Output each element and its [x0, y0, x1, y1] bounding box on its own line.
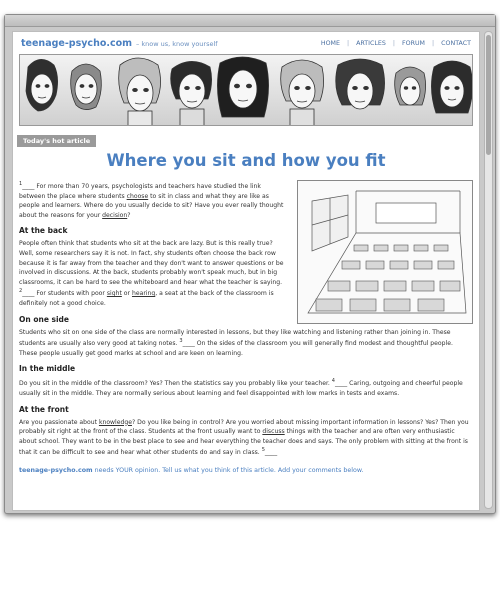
front-text: Are you passionate about	[19, 418, 99, 426]
face-2	[71, 64, 102, 110]
front-text: ? Do you like being in control? Are you worried about missing important information in lessons? Yes? Then you probably sit right at the front of the class. Students at the front usually want to	[19, 418, 469, 436]
back-text: , a seat at the back of the classroom is definitely not a good choice.	[19, 290, 274, 307]
vocab-word: discuss	[262, 428, 285, 436]
nav-separator: |	[392, 39, 395, 47]
footer-text: needs YOUR opinion. Tell us what you think of this article. Add your comments below.	[92, 467, 364, 475]
scrollbar-thumb[interactable]	[486, 35, 491, 155]
side-paragraph: Students who sit on one side of the class are normally interested in lessons, but they like watching and listening rather than joining in. These students are usually also very good at taking notes. $^3$____ On the sides of the classroom you will generally find modest and thoughtful people. These people usually get good marks at school and are keen on learning.	[19, 328, 453, 357]
gap-number: 3	[179, 338, 183, 345]
section-heading-side: On one side	[19, 314, 70, 324]
footer-brand-link[interactable]: teenage-psycho.com	[19, 467, 93, 475]
middle-text: Caring, outgoing and cheerful people usually sit in the middle. They are normally serious about learning and feel disappointed with low marks in tests and exams.	[19, 380, 463, 398]
main-nav	[321, 40, 471, 47]
article-title: Where you sit and how you fit	[106, 151, 386, 170]
brand	[21, 38, 218, 49]
side-text: Students who sit on one side of the class are normally interested in lessons, but they like watching and listening rather than joining in. These students are usually also very good at taking notes.	[19, 328, 451, 348]
web-page	[12, 31, 480, 511]
classroom-drawing	[298, 181, 472, 323]
front-text: things with the teacher and are often very enthusiastic about school. They want to be in the best place to see and hear everything the teacher does and says. The only problem with sitting at the front is that it can be difficult to see and hear what other students do and say in class.	[19, 428, 468, 457]
nav-articles-link[interactable]: ARTICLES	[356, 39, 386, 47]
face-6	[281, 60, 324, 126]
back-paragraph: People often think that students who sit at the back are lazy. But is this really true? Well, some researchers say it is not. In fact, shy students often choose the back row because it is far away from the teacher and they don't want to answer questions or be involved in discussions. At the back, students probably won't speak much, but in big classrooms, it can be hard to see the whiteboard and hear what the teacher is saying. $^2$____ For students with poor sight or hearing, a seat at the back of the classroom is definitely not a good choice.	[19, 240, 284, 307]
nav-forum-link[interactable]: FORUM	[402, 39, 425, 47]
intro-text: For more than 70 years, psychologists and teachers have studied the link between the place where students	[19, 183, 261, 200]
site-logo-text[interactable]: teenage-psycho.com	[21, 37, 133, 49]
intro-text: ?	[127, 211, 131, 219]
site-tagline: – know us, know yourself	[136, 39, 218, 48]
vocab-word: decision	[102, 211, 128, 219]
teen-faces-illustration	[20, 55, 473, 126]
face-4	[171, 61, 212, 126]
article-footer	[19, 467, 473, 474]
vertical-scrollbar[interactable]	[484, 31, 493, 509]
vocab-word: sight	[106, 290, 122, 298]
vocab-word: hearing	[131, 290, 156, 298]
header-banner-illustration	[19, 54, 473, 126]
middle-paragraph: Do you sit in the middle of the classroom? Yes? Then the statistics say you probably like your teacher. $^4$____ Caring, outgoing and cheerful people usually sit in the middle. They are normally serious about learning and feel disappointed with low marks in tests and exams.	[19, 378, 463, 398]
face-7	[336, 59, 385, 109]
intro-text: to sit in class and what they are like as people and learners. Where do you usually decide to sit? Have you ever really thought about the reasons for your	[19, 192, 284, 219]
article-body	[19, 180, 473, 458]
hot-article-label: Today's hot article	[17, 135, 96, 147]
front-paragraph: Are you passionate about knowledge? Do you like being in control? Are you worried about missing important information in lessons? Yes? Then you probably sit right at the front of the class. Students at the front usually want to discuss things with the teacher and are often very enthusiastic about school. They want to be in the best place to see and hear everything the teacher does and says. The only problem with sitting at the front is that it can be difficult to see and hear what other students do and say in class. $^5$____	[19, 418, 469, 457]
face-3	[119, 58, 161, 126]
intro-paragraph: $^1$____ For more than 70 years, psychologists and teachers have studied the link between the place where students choose to sit in class and what they are like as people and learners. Where do you usually decide to sit? Have you ever really thought about the reasons for your decision?	[19, 181, 284, 219]
classroom-illustration	[297, 180, 473, 324]
gap-number: 2	[19, 288, 23, 295]
browser-window	[4, 14, 496, 514]
gap-number: 1	[19, 181, 23, 187]
face-5	[217, 57, 268, 117]
face-8	[395, 67, 426, 105]
face-9	[431, 61, 472, 113]
main-column	[19, 315, 473, 458]
section-heading-back: At the back	[19, 226, 68, 236]
back-text: For students with poor	[34, 290, 107, 298]
section-heading-front: At the front	[19, 404, 69, 414]
face-1	[26, 59, 58, 111]
back-text: People often think that students who sit at the back are lazy. But is this really true? Well, some researchers say it is not. In fact, shy students often choose the back row because it is far away from the teacher and they don't want to answer questions or be involved in discussions. At the back, students probably won't speak much, but in big classrooms, it can be hard to see the whiteboard and hear what the teacher is saying.	[19, 240, 284, 286]
nav-separator: |	[432, 39, 435, 47]
nav-contact-link[interactable]: CONTACT	[441, 39, 471, 47]
site-header	[13, 32, 479, 54]
gap-number: 5	[261, 447, 265, 454]
intro-column	[19, 180, 289, 309]
nav-home-link[interactable]: HOME	[320, 39, 340, 47]
section-heading-middle: In the middle	[19, 364, 76, 374]
back-text: or	[121, 290, 132, 298]
side-text: On the sides of the classroom you will generally find modest and thoughtful people. These people usually get good marks at school and are keen on learning.	[19, 340, 453, 357]
nav-separator: |	[346, 39, 350, 47]
vocab-word: knowledge	[98, 418, 132, 426]
window-titlebar	[5, 15, 495, 27]
vocab-word: choose	[126, 192, 149, 200]
gap-number: 4	[331, 378, 336, 385]
middle-text: Do you sit in the middle of the classroom? Yes? Then the statistics say you probably like your teacher.	[19, 380, 332, 388]
